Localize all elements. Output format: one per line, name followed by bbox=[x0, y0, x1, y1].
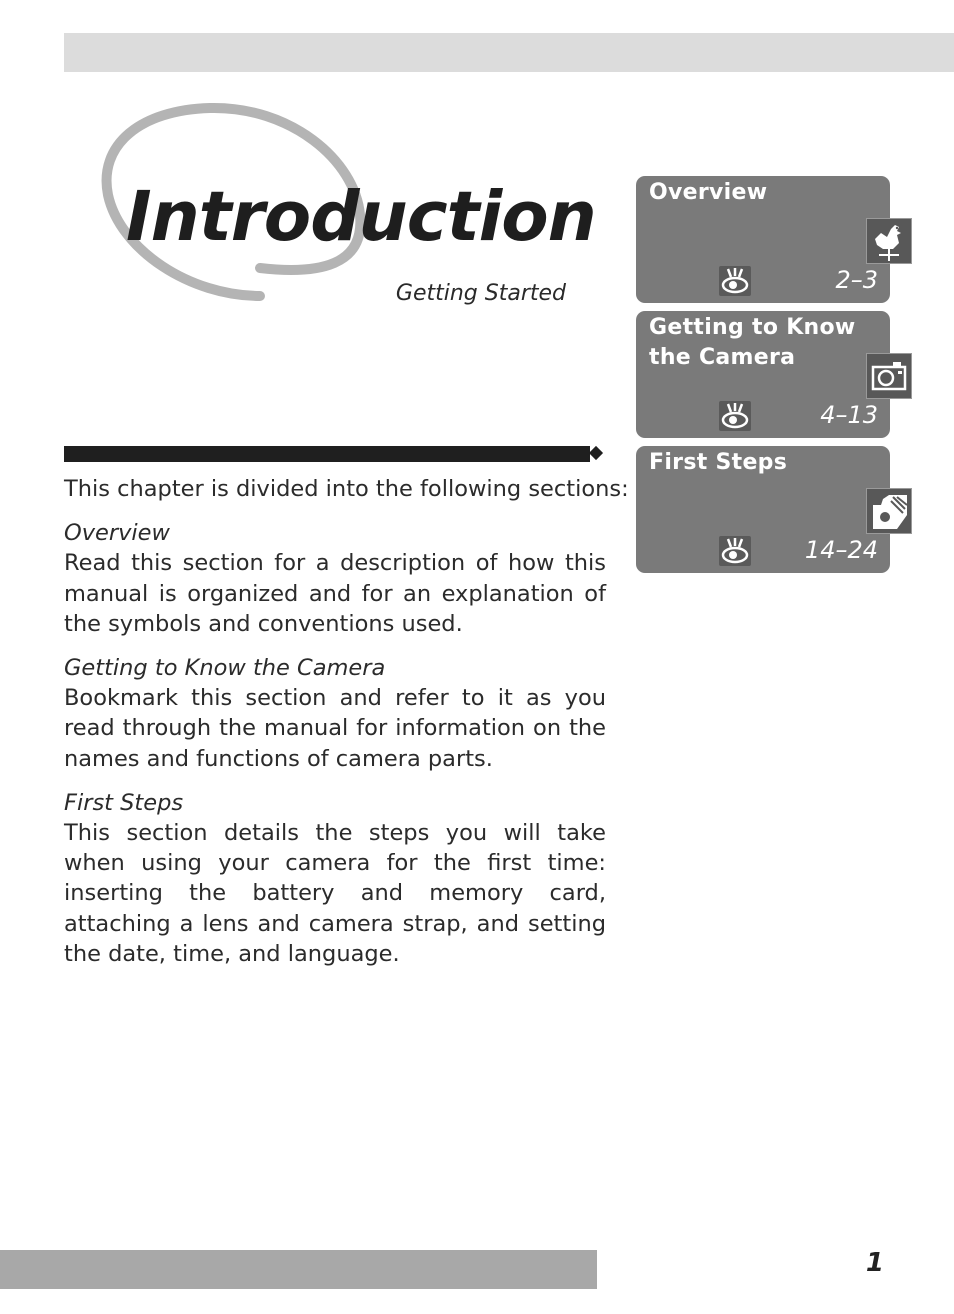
section-title: Getting to Know the Camera bbox=[64, 655, 386, 682]
tab-page-range: 4–13 bbox=[820, 401, 878, 429]
tab-label: Getting to Know the Camera bbox=[649, 315, 856, 370]
divider-diamond bbox=[589, 446, 603, 460]
intro-text: This chapter is divided into the following sections: bbox=[64, 476, 629, 502]
section-description: Read this section for a description of how this manual is organized and for an explanation of the symbols and conventions used. bbox=[64, 550, 606, 637]
nav-tab-overview[interactable] bbox=[636, 176, 890, 303]
tab-page-range: 14–24 bbox=[804, 536, 878, 564]
nav-tab-getting-to-know-camera[interactable] bbox=[636, 311, 890, 438]
section-overview bbox=[64, 518, 606, 639]
camera-icon bbox=[866, 353, 912, 399]
tab-label: First Steps bbox=[649, 450, 788, 475]
section-title: First Steps bbox=[64, 789, 184, 816]
chapter-subtitle: Getting Started bbox=[395, 281, 566, 306]
tab-label: Overview bbox=[649, 180, 768, 205]
chapter-title: Introduction bbox=[126, 177, 596, 257]
footer-bar bbox=[0, 1250, 597, 1289]
nav-tab-first-steps[interactable] bbox=[636, 446, 890, 573]
section-first-steps bbox=[64, 788, 606, 969]
section-title: Overview bbox=[64, 520, 170, 547]
hand-camera-icon bbox=[866, 488, 912, 534]
header-bar bbox=[64, 33, 954, 72]
eye-icon bbox=[719, 536, 751, 566]
section-description: Bookmark this section and refer to it as you read through the manual for information on the names and functions of camera parts. bbox=[64, 685, 606, 772]
page-number: 1 bbox=[865, 1248, 884, 1278]
eye-icon bbox=[719, 266, 751, 296]
section-getting-to-know-camera bbox=[64, 653, 606, 774]
chapter-contents bbox=[64, 474, 629, 983]
section-description: This section details the steps you will take when using your camera for the first time: inserting the battery and memory card, attaching a lens and camera strap, and setting the date, time, and language. bbox=[64, 820, 606, 967]
weathervane-icon bbox=[866, 218, 912, 264]
tab-page-range: 2–3 bbox=[835, 266, 878, 294]
eye-icon bbox=[719, 401, 751, 431]
section-divider bbox=[64, 446, 590, 462]
